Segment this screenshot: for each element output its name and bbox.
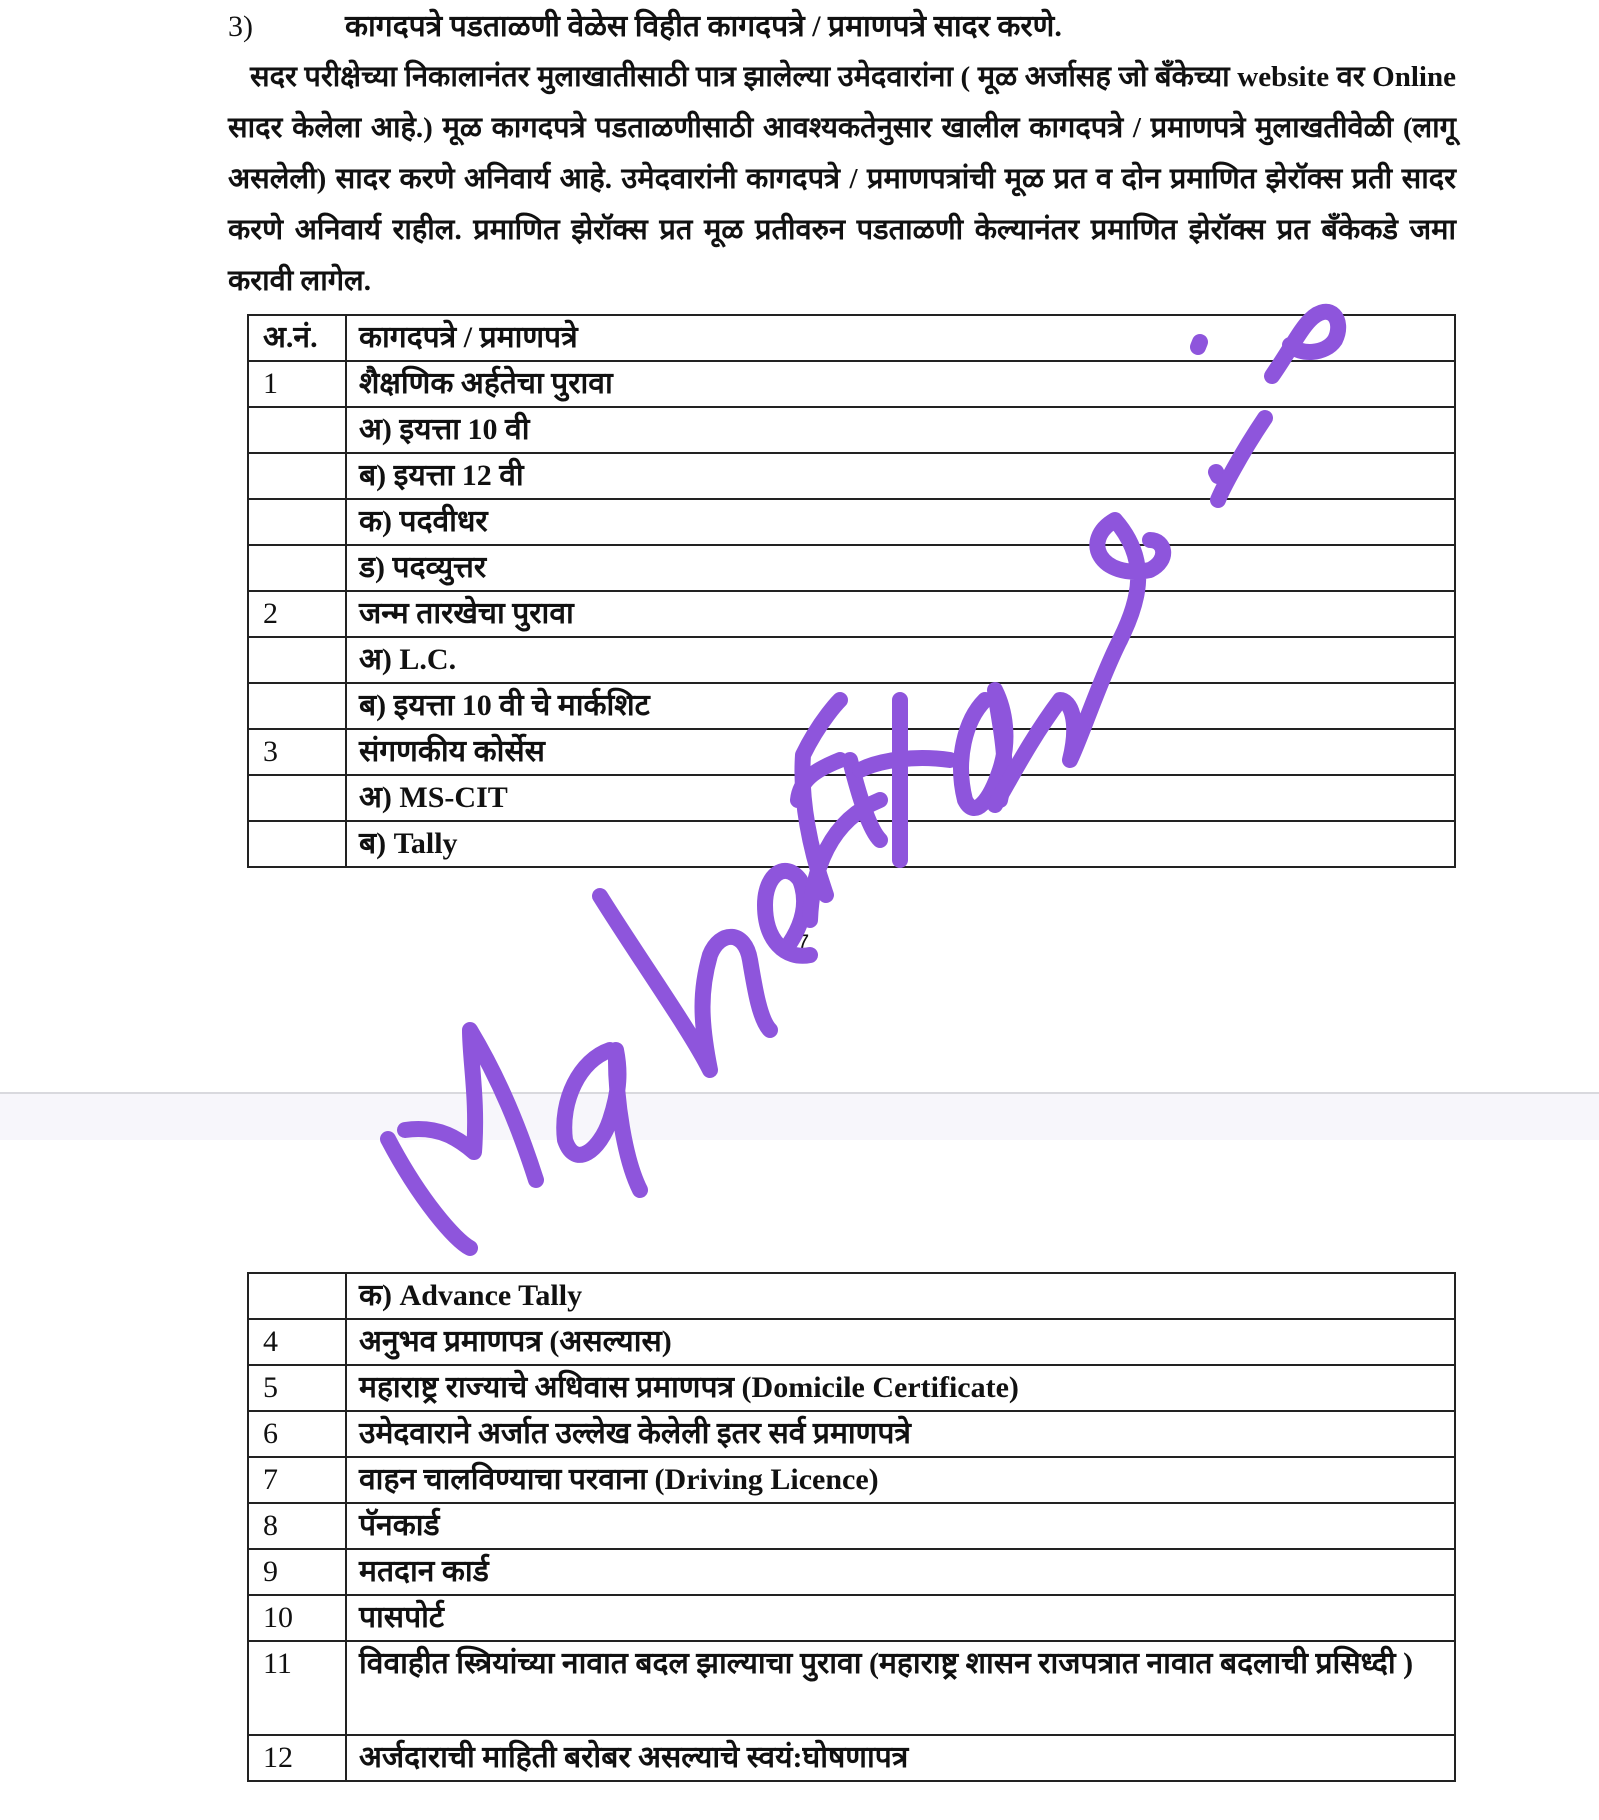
row-sn <box>248 499 346 545</box>
instructions-paragraph <box>228 52 1456 307</box>
row-sn: 7 <box>248 1457 346 1503</box>
row-item: अ) L.C. <box>346 637 1455 683</box>
row-sn: 3 <box>248 729 346 775</box>
row-sn <box>248 407 346 453</box>
row-sn: 1 <box>248 361 346 407</box>
table-row <box>248 1365 1455 1411</box>
row-item: ब) Tally <box>346 821 1455 867</box>
row-sn <box>248 453 346 499</box>
row-item: महाराष्ट्र राज्याचे अधिवास प्रमाणपत्र (Domicile Certificate) <box>346 1365 1455 1411</box>
row-sn <box>248 637 346 683</box>
documents-table-page2 <box>247 1272 1456 1782</box>
table-row <box>248 729 1455 775</box>
page-number: 7 <box>797 930 810 955</box>
table-row <box>248 1457 1455 1503</box>
table-row <box>248 821 1455 867</box>
row-sn: 5 <box>248 1365 346 1411</box>
header-serial-no: अ.नं. <box>248 315 346 361</box>
section-number: 3) <box>228 10 253 43</box>
row-item: जन्म तारखेचा पुरावा <box>346 591 1455 637</box>
table-row <box>248 1641 1455 1735</box>
section-title: कागदपत्रे पडताळणी वेळेस विहीत कागदपत्रे / प्रमाणपत्रे सादर करणे. <box>345 10 1062 43</box>
row-item: पॅनकार्ड <box>346 1503 1455 1549</box>
table-row <box>248 1735 1455 1781</box>
overlay-text: te <box>733 893 769 937</box>
row-item: अनुभव प्रमाणपत्र (असल्यास) <box>346 1319 1455 1365</box>
document-page-2 <box>0 1140 1599 1820</box>
row-item: उमेदवाराने अर्जात उल्लेख केलेली इतर सर्व प्रमाणपत्रे <box>346 1411 1455 1457</box>
table-row <box>248 1503 1455 1549</box>
table-header-row <box>248 315 1455 361</box>
row-sn: 6 <box>248 1411 346 1457</box>
table-row <box>248 453 1455 499</box>
table-row <box>248 545 1455 591</box>
row-item: विवाहीत स्त्रियांच्या नावात बदल झाल्याचा पुरावा (महाराष्ट्र शासन राजपत्रात नावात बदलाची प्रसिध्दी ) <box>346 1641 1455 1735</box>
row-item: ड) पदव्युत्तर <box>346 545 1455 591</box>
section-heading <box>228 4 1062 45</box>
table-row <box>248 591 1455 637</box>
row-item: पासपोर्ट <box>346 1595 1455 1641</box>
table-row <box>248 1549 1455 1595</box>
table-row <box>248 683 1455 729</box>
table-row <box>248 407 1455 453</box>
row-item: वाहन चालविण्याचा परवाना (Driving Licence) <box>346 1457 1455 1503</box>
row-sn: 11 <box>248 1641 346 1735</box>
table-row <box>248 775 1455 821</box>
row-sn: 8 <box>248 1503 346 1549</box>
row-sn <box>248 545 346 591</box>
row-sn: 4 <box>248 1319 346 1365</box>
paragraph-text: सदर परीक्षेच्या निकालानंतर मुलाखातीसाठी पात्र झालेल्या उमेदवारांना ( मूळ अर्जासह जो बँकेच्या website वर Online सादर केलेला आहे.) मूळ कागदपत्रे पडताळणीसाठी आवश्यकतेनुसार खालील कागदपत्रे / प्रमाणपत्रे मुलाखतीवेळी (लागू असलेली) सादर करणे अनिवार्य आहे. उमेदवारांनी कागदपत्रे / प्रमाणपत्रांची मूळ प्रत व दोन प्रमाणित झेरॉक्स प्रती सादर करणे अनिवार्य राहील. प्रमाणित झेरॉक्स प्रत मूळ प्रतीवरुन पडताळणी केल्यानंतर प्रमाणित झेरॉक्स प्रत बँकेकडे जमा करावी लागेल. <box>228 61 1456 297</box>
table-row <box>248 1595 1455 1641</box>
row-sn <box>248 683 346 729</box>
row-sn: 12 <box>248 1735 346 1781</box>
row-item: अर्जदाराची माहिती बरोबर असल्याचे स्वयं:घोषणापत्र <box>346 1735 1455 1781</box>
table-row <box>248 361 1455 407</box>
row-sn <box>248 775 346 821</box>
table-row <box>248 1273 1455 1319</box>
documents-table-page1 <box>247 314 1456 868</box>
row-item: अ) MS-CIT <box>346 775 1455 821</box>
row-item: अ) इयत्ता 10 वी <box>346 407 1455 453</box>
row-sn: 9 <box>248 1549 346 1595</box>
table-row <box>248 1319 1455 1365</box>
row-item: क) Advance Tally <box>346 1273 1455 1319</box>
row-sn: 10 <box>248 1595 346 1641</box>
row-sn: 2 <box>248 591 346 637</box>
row-sn <box>248 821 346 867</box>
header-documents: कागदपत्रे / प्रमाणपत्रे <box>346 315 1455 361</box>
page-separator <box>0 1092 1599 1140</box>
table-row <box>248 637 1455 683</box>
row-item: क) पदवीधर <box>346 499 1455 545</box>
row-item: ब) इयत्ता 12 वी <box>346 453 1455 499</box>
row-item: शैक्षणिक अर्हतेचा पुरावा <box>346 361 1455 407</box>
row-item: ब) इयत्ता 10 वी चे मार्कशिट <box>346 683 1455 729</box>
row-item: मतदान कार्ड <box>346 1549 1455 1595</box>
table-row <box>248 499 1455 545</box>
table-row <box>248 1411 1455 1457</box>
row-sn <box>248 1273 346 1319</box>
row-item: संगणकीय कोर्सेस <box>346 729 1455 775</box>
